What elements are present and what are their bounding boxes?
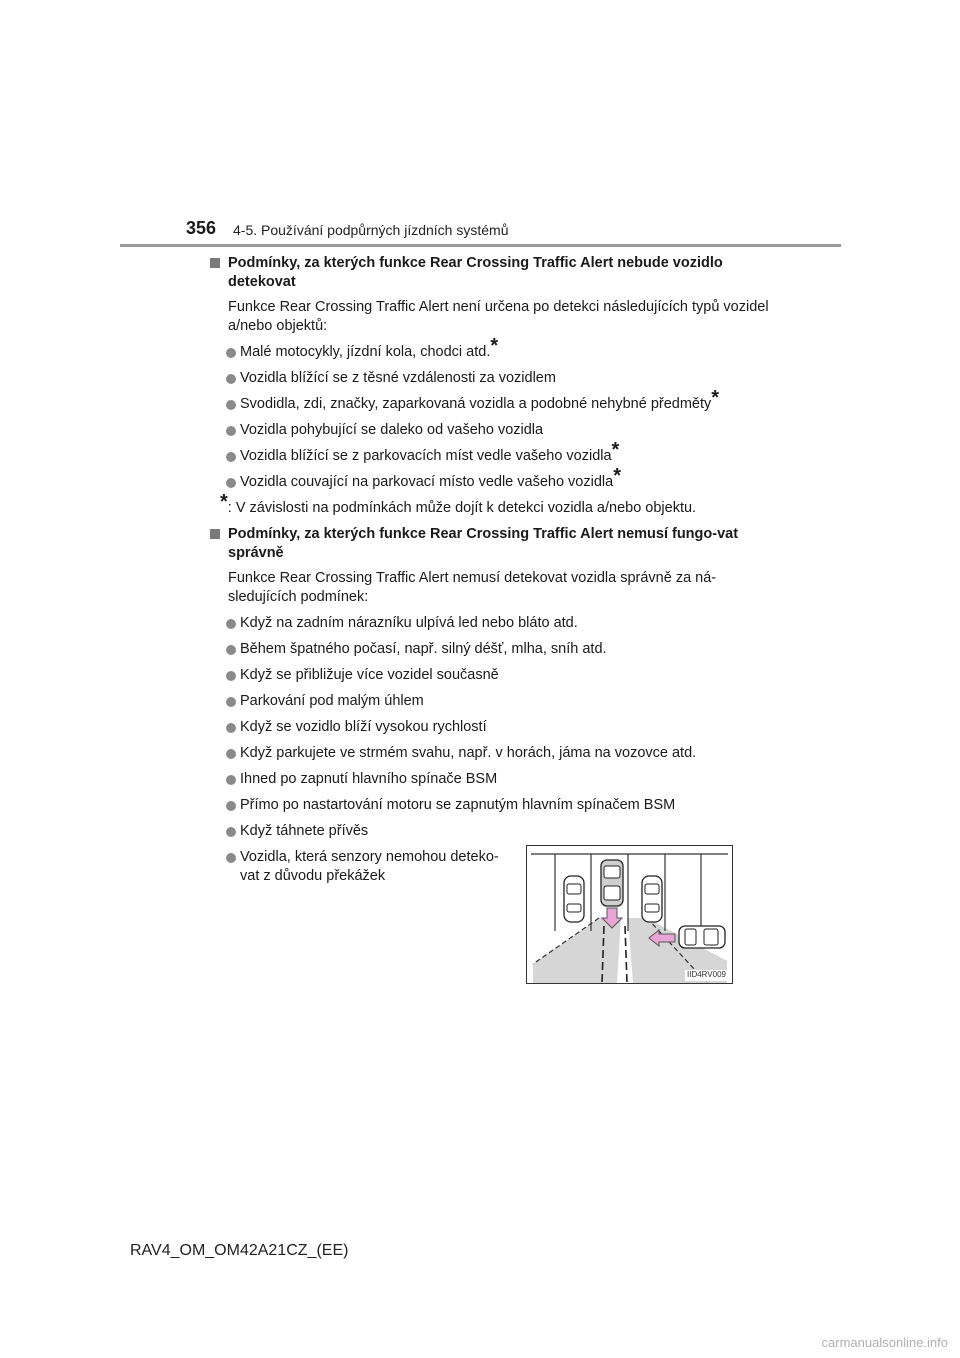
crossing-vehicle [679, 926, 725, 948]
list-item-text: Svodidla, zdi, značky, zaparkovaná vozidla a podobné nehybné předměty [240, 396, 712, 412]
list-item-text: Malé motocykly, jízdní kola, chodci atd. [240, 344, 491, 360]
bullet-dot-icon [226, 723, 236, 733]
parked-car-left [564, 876, 584, 922]
list-item [210, 796, 770, 815]
heading-text: Podmínky, za kterých funkce Rear Crossing Traffic Alert nemusí fungo-vat správně [228, 526, 739, 561]
watermark: carmanualsonline.info [821, 1335, 948, 1350]
list-item [210, 335, 770, 362]
own-vehicle [601, 860, 623, 906]
page-content [210, 254, 770, 886]
asterisk-mark: * [613, 465, 621, 487]
section-heading-malfunction [210, 525, 770, 563]
header-divider [120, 244, 841, 247]
bullet-dot-icon [226, 619, 236, 629]
square-bullet-icon [210, 529, 220, 539]
section-intro: Funkce Rear Crossing Traffic Alert nemusí detekovat vozidla správně za ná-sledujících podmínek: [228, 570, 717, 605]
list-item-text: Vozidla, která senzory nemohou deteko- [240, 849, 499, 865]
bullet-dot-icon [226, 426, 236, 436]
list-item [210, 666, 770, 685]
list-item-text: vat z důvodu překážek [240, 868, 386, 884]
list-item [210, 614, 770, 633]
list-item-text: Když na zadním nárazníku ulpívá led nebo bláto atd. [240, 615, 578, 631]
section-intro: Funkce Rear Crossing Traffic Alert není určena po detekci následujících typů vozidel a/nebo objektů: [228, 299, 769, 334]
list-item [210, 744, 770, 763]
list-item-text: Během špatného počasí, např. silný déšť, mlha, sníh atd. [240, 641, 607, 657]
list-item [210, 718, 770, 737]
page-number: 356 [186, 218, 217, 238]
left-detection-zone [533, 918, 621, 983]
list-item [210, 465, 770, 492]
list-item-text: Vozidla blížící se z parkovacích míst vedle vašeho vozidla [240, 448, 612, 464]
parking-illustration [526, 845, 733, 984]
figure-code: IID4RV009 [687, 970, 726, 979]
bullet-dot-icon [226, 775, 236, 785]
document-id: RAV4_OM_OM42A21CZ_(EE) [130, 1242, 349, 1259]
bullet-dot-icon [226, 478, 236, 488]
list-item [210, 822, 770, 841]
asterisk-mark: * [611, 439, 620, 461]
bullet-dot-icon [226, 645, 236, 655]
list-item [210, 692, 770, 711]
bullet-dot-icon [226, 801, 236, 811]
list-item-text: Když táhnete přívěs [240, 823, 369, 839]
bullet-dot-icon [226, 671, 236, 681]
list-item-text: Když se vozidlo blíží vysokou rychlostí [240, 719, 487, 735]
list-item-text: Vozidla pohybující se daleko od vašeho vozidla [240, 422, 544, 438]
bullet-dot-icon [226, 827, 236, 837]
list-item [210, 387, 770, 414]
square-bullet-icon [210, 258, 220, 268]
list-item [210, 369, 770, 388]
bullet-dot-icon [226, 697, 236, 707]
list-item [210, 770, 770, 789]
parking-diagram [527, 846, 732, 983]
list-item-text: Přímo po nastartování motoru se zapnutým hlavním spínačem BSM [240, 797, 676, 813]
heading-text: Podmínky, za kterých funkce Rear Crossing Traffic Alert nebude vozidlo detekovat [228, 255, 723, 290]
parked-car-right [642, 876, 662, 922]
bullet-dot-icon [226, 452, 236, 462]
list-item [210, 640, 770, 659]
section-title: 4-5. Používání podpůrných jízdních systémů [233, 222, 509, 238]
section-heading-not-detected [210, 254, 770, 292]
bullet-dot-icon [226, 749, 236, 759]
asterisk-mark: * [490, 335, 499, 357]
asterisk-mark: * [711, 387, 720, 409]
list-item-text: Vozidla blížící se z těsné vzdálenosti za vozidlem [240, 370, 556, 386]
list-item-text: Ihned po zapnutí hlavního spínače BSM [240, 771, 498, 787]
list-item [210, 439, 770, 466]
lane-line [625, 926, 627, 983]
list-item-text: Parkování pod malým úhlem [240, 693, 424, 709]
list-item-text: Když se přibližuje více vozidel současně [240, 667, 499, 683]
bullet-dot-icon [226, 374, 236, 384]
bullet-dot-icon [226, 400, 236, 410]
footnote-text: : V závislosti na podmínkách může dojít k detekci vozidla a/nebo objektu. [227, 500, 697, 516]
list-item [210, 421, 770, 440]
list-item-text: Když parkujete ve strmém svahu, např. v horách, jáma na vozovce atd. [240, 745, 697, 761]
bullet-dot-icon [226, 853, 236, 863]
bullet-dot-icon [226, 348, 236, 358]
list-item-text: Vozidla couvající na parkovací místo vedle vašeho vozidla [240, 474, 614, 490]
footnote-asterisk: * [220, 491, 228, 513]
footnote [210, 491, 770, 518]
